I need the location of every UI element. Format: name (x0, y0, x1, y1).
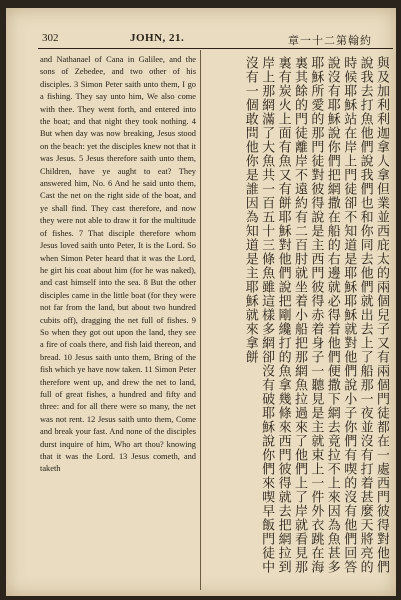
page-number: 302 (42, 32, 59, 44)
english-column (40, 54, 196, 476)
english-chapter-title: JOHN, 21. (130, 32, 185, 44)
english-passage: and Nathanael of Cana in Galilee, and the sons of Zebedee, and two other of his disciples. 3 Simon Peter saith unto them, I go a fishing. They say unto him, We also come with thee. They went forth, and entered into the boat; and that night they took nothing. 4 But when day was now breaking, Jesus stood on the beach: yet the disciples knew not that it was Jesus. 5 Jesus therefore saith unto them, Children, have ye aught to eat? They answered him, No. 6 And he said unto them, Cast the net on the right side of the boat, and ye shall find. They cast therefore, and now they were not able to draw it for the multitude of fishes. 7 That disciple therefore whom Jesus loved saith unto Peter, It is the Lord. So when Simon Peter heard that it was the Lord, he girt his coat about him (for he was naked), and cast himself into the sea. 8 But the other disciples came in the little boat (for they were not far from the land, but about two hundred cubits off), dragging the net full of fishes. 9 So when they got out upon the land, they see a fire of coals there, and fish laid thereon, and bread. 10 Jesus saith unto them, Bring of the fish which ye have now taken. 11 Simon Peter therefore went up, and drew the net to land, full of great fishes, a hundred and fifty and three: and for all there were so many, the net was not rent. 12 Jesus saith unto them, Come and break your fast. And none of the disciples durst inquire of him, Who art thou? knowing that it was the Lord. 13 Jesus cometh, and taketh (40, 55, 196, 474)
chinese-chapter-title: 章一十二第翰約 (288, 35, 372, 47)
page-header (38, 32, 388, 48)
column-divider (200, 50, 201, 590)
bible-page (6, 8, 396, 596)
header-rule (38, 48, 393, 49)
chinese-column: 與及加利利迦拿人拿但業並西庇太的兩個兒子又有兩個門徒都在一處西門彼得對他們說我去打魚他們說我們也和你同去他們就出去上了船那一夜並沒有打着甚麼天將亮的時候耶穌站在岸上門徒卻不知道是耶穌耶穌就對他們說小子你們有喫的沒有他們回答說沒有耶穌說你們把網撒在船的右邊就必得着他們便撒下網去竟拉不上來因為魚甚多耶穌所愛的那門徒對彼得說是主西門彼得赤着身子一聽見是主就束上一件外衣跳在海裏其餘的門徒離岸不遠約有二百肘就坐着小船把那網魚拉過來了他們上了岸就看見那裏有炭火上面有魚又有餅耶穌對他們說把剛纔打的魚拿幾條來西門彼得就去把網拉到岸上那網滿了大魚共一百五十三條魚雖這樣多網卻沒有破耶穌說你們來喫早飯門徒中沒有一個敢問他你是誰因為知道是主耶穌就來拿餅 (242, 56, 389, 574)
